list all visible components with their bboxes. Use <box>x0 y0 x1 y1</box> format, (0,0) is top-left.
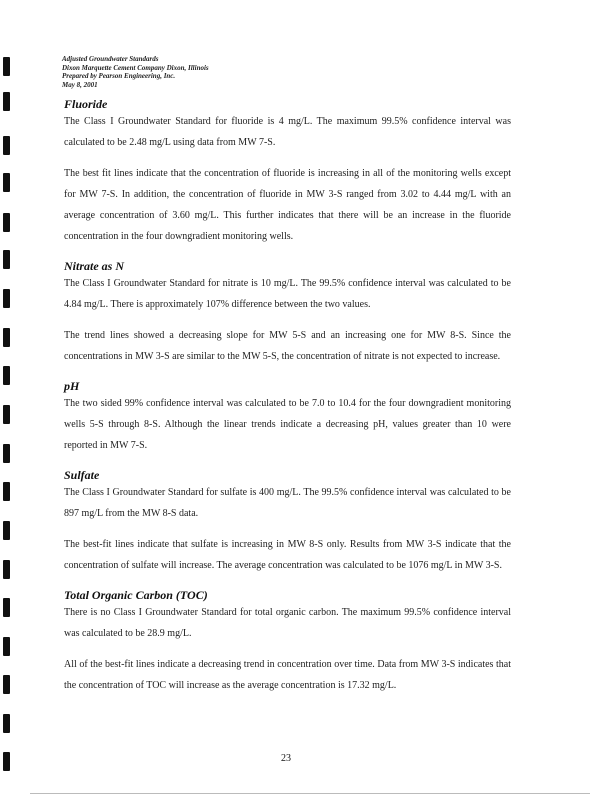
binder-hole <box>3 173 10 192</box>
section-fluoride <box>64 97 511 247</box>
binder-hole <box>3 366 10 385</box>
paragraph: All of the best-fit lines indicate a decreasing trend in concentration over time. Data from MW 3-S indicates that the concentration of TOC will increase as the average concentration is 17.32 mg/L. <box>64 659 511 691</box>
section-heading: Fluoride <box>64 97 108 111</box>
binder-hole <box>3 57 10 76</box>
header-preparer: Prepared by Pearson Engineering, Inc. <box>62 72 176 80</box>
section-heading: Total Organic Carbon (TOC) <box>64 588 208 602</box>
header-title: Adjusted Groundwater Standards <box>62 55 159 63</box>
binder-hole <box>3 405 10 424</box>
document-body <box>64 97 511 696</box>
paragraph: The Class I Groundwater Standard for fluoride is 4 mg/L. The maximum 99.5% confidence interval was calculated to be 2.48 mg/L using data from MW 7-S. <box>64 116 511 148</box>
binder-holes <box>3 0 11 800</box>
binder-hole <box>3 289 10 308</box>
header-company: Dixon Marquette Cement Company Dixon, Illinois <box>62 63 209 72</box>
paragraph: The Class I Groundwater Standard for nitrate is 10 mg/L. The 99.5% confidence interval was calculated to be 4.84 mg/L. There is approximately 107% difference between the two values. <box>64 278 511 310</box>
binder-hole <box>3 752 10 771</box>
paragraph: The best fit lines indicate that the concentration of fluoride is increasing in all of the monitoring wells except for MW 7-S. In addition, the concentration of fluoride in MW 3-S ranged from 3.02 to 4.44 mg/L with an average concentration of 3.60 mg/L. This further indicates that there will be an increase in the fluoride concentration in the four downgradient monitoring wells. <box>64 168 511 242</box>
section-heading: Sulfate <box>64 468 100 482</box>
binder-hole <box>3 675 10 694</box>
section-sulfate <box>64 468 511 576</box>
binder-hole <box>3 637 10 656</box>
binder-hole <box>3 213 10 232</box>
document-header <box>62 55 209 89</box>
binder-hole <box>3 250 10 269</box>
binder-hole <box>3 714 10 733</box>
binder-hole <box>3 521 10 540</box>
binder-hole <box>3 444 10 463</box>
section-toc <box>64 588 511 696</box>
section-heading: pH <box>64 379 80 393</box>
section-heading: Nitrate as N <box>64 259 124 273</box>
paragraph: There is no Class I Groundwater Standard for total organic carbon. The maximum 99.5% confidence interval was calculated to be 28.9 mg/L. <box>64 607 511 639</box>
binder-hole <box>3 136 10 155</box>
binder-hole <box>3 328 10 347</box>
bottom-edge-rule <box>30 793 590 794</box>
binder-hole <box>3 92 10 111</box>
section-ph <box>64 379 511 456</box>
paragraph: The Class I Groundwater Standard for sulfate is 400 mg/L. The 99.5% confidence interval was calculated to be 897 mg/L from the MW 8-S data. <box>64 487 511 519</box>
paragraph: The two sided 99% confidence interval was calculated to be 7.0 to 10.4 for the four downgradient monitoring wells 5-S through 8-S. Although the linear trends indicate a decreasing pH, values greater than 10 were reported in MW 7-S. <box>64 398 511 451</box>
binder-hole <box>3 482 10 501</box>
paragraph: The trend lines showed a decreasing slope for MW 5-S and an increasing one for MW 8-S. Since the concentrations in MW 3-S are similar to the MW 5-S, the concentration of nitrate is not expected to increase. <box>64 330 511 362</box>
page-number: 23 <box>281 753 291 764</box>
binder-hole <box>3 560 10 579</box>
binder-hole <box>3 598 10 617</box>
paragraph: The best-fit lines indicate that sulfate is increasing in MW 8-S only. Results from MW 3-S indicate that the concentration of sulfate will increase. The average concentration was calculated to be 1076 mg/L in MW 3-S. <box>64 539 511 571</box>
header-date: May 8, 2001 <box>62 80 98 89</box>
section-nitrate <box>64 259 511 367</box>
